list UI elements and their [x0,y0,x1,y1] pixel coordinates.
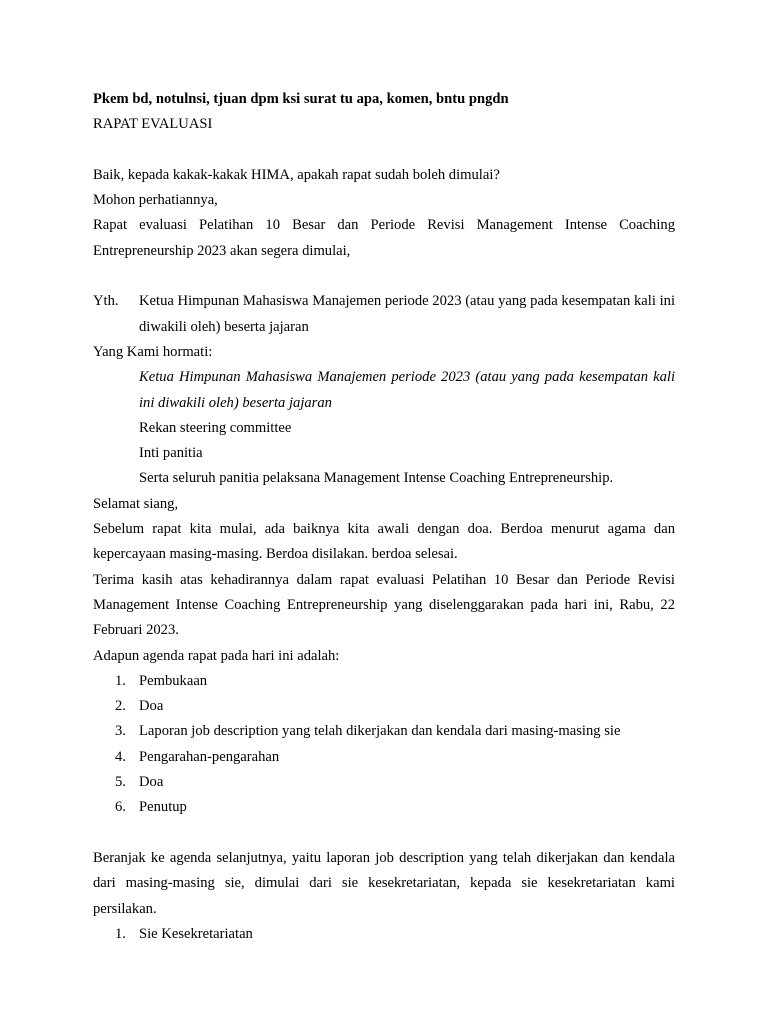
agenda-item-number: 1. [115,672,126,689]
document-title: RAPAT EVALUASI [93,116,213,133]
honored-italic: Ketua Himpunan Mahasiswa Manajemen periode 2023 (atau yang pada kesempatan kali ini diwakili oleh) beserta jajaran [139,369,675,411]
agenda-item-text: Penutup [139,799,187,816]
agenda-item [93,795,675,820]
blank-line [93,821,675,846]
agenda-item-text: Pembukaan [139,672,208,689]
agenda-item-number: 6. [115,799,126,816]
agenda-item-text: Pengarahan-pengarahan [139,748,280,765]
agenda-item [93,770,675,795]
agenda-item-number: 3. [115,723,126,740]
agenda-item-number: 5. [115,774,126,791]
agenda-item-text: Doa [139,774,164,791]
agenda-list [93,669,675,821]
agenda-item [93,694,675,719]
agenda-item [93,719,675,744]
document-page [93,87,675,947]
opening-greeting: Baik, kepada kakak-kakak HIMA, apakah rapat sudah boleh dimulai? [93,166,500,183]
agenda-item-text: Doa [139,698,164,715]
opening-announcement: Rapat evaluasi Pelatihan 10 Besar dan Periode Revisi Management Intense Coaching Entrepreneurship 2023 akan segera dimulai, [93,217,675,259]
document-subtitle: Pkem bd, notulnsi, tjuan dpm ksi surat tu apa, komen, bntu pngdn [93,91,509,107]
agenda-intro: Adapun agenda rapat pada hari ini adalah: [93,647,340,664]
prayer-paragraph: Sebelum rapat kita mulai, ada baiknya kita awali dengan doa. Berdoa menurut agama dan kepercayaan masing-masing. Berdoa disilakan. berdoa selesai. [93,521,675,563]
thanks-paragraph: Terima kasih atas kehadirannya dalam rapat evaluasi Pelatihan 10 Besar dan Periode Revisi Management Intense Coaching Entrepreneurship yang diselenggarakan pada hari ini, Rabu, 22 Februari 2023. [93,571,675,639]
yth-label: Yth. [93,293,119,310]
agenda-item-number: 4. [115,748,126,765]
agenda-item-number: 2. [115,698,126,715]
opening-attention: Mohon perhatiannya, [93,192,218,209]
agenda-item [93,745,675,770]
salutation: Selamat siang, [93,495,179,512]
yth-block [93,289,675,340]
section-item-text: Sie Kesekretariatan [139,925,253,942]
honored-item-1: Rekan steering committee [139,419,292,436]
agenda-item-text: Laporan job description yang telah dikerjakan dan kendala dari masing-masing sie [139,723,621,740]
honored-item-2: Inti panitia [139,445,203,462]
honored-item-3: Serta seluruh panitia pelaksana Management Intense Coaching Entrepreneurship. [139,470,614,487]
yth-text: Ketua Himpunan Mahasiswa Manajemen periode 2023 (atau yang pada kesempatan kali ini diwakili oleh) beserta jajaran [139,293,675,335]
section-item [93,922,675,947]
section-item-number: 1. [115,925,126,942]
next-agenda-paragraph: Beranjak ke agenda selanjutnya, yaitu laporan job description yang telah dikerjakan dan kendala dari masing-masing sie, dimulai dari sie kesekretariatan, kepada sie kesekretariatan kami persilakan. [93,849,675,917]
agenda-item [93,669,675,694]
blank-line [93,138,675,163]
honored-label: Yang Kami hormati: [93,343,213,360]
blank-line [93,264,675,289]
